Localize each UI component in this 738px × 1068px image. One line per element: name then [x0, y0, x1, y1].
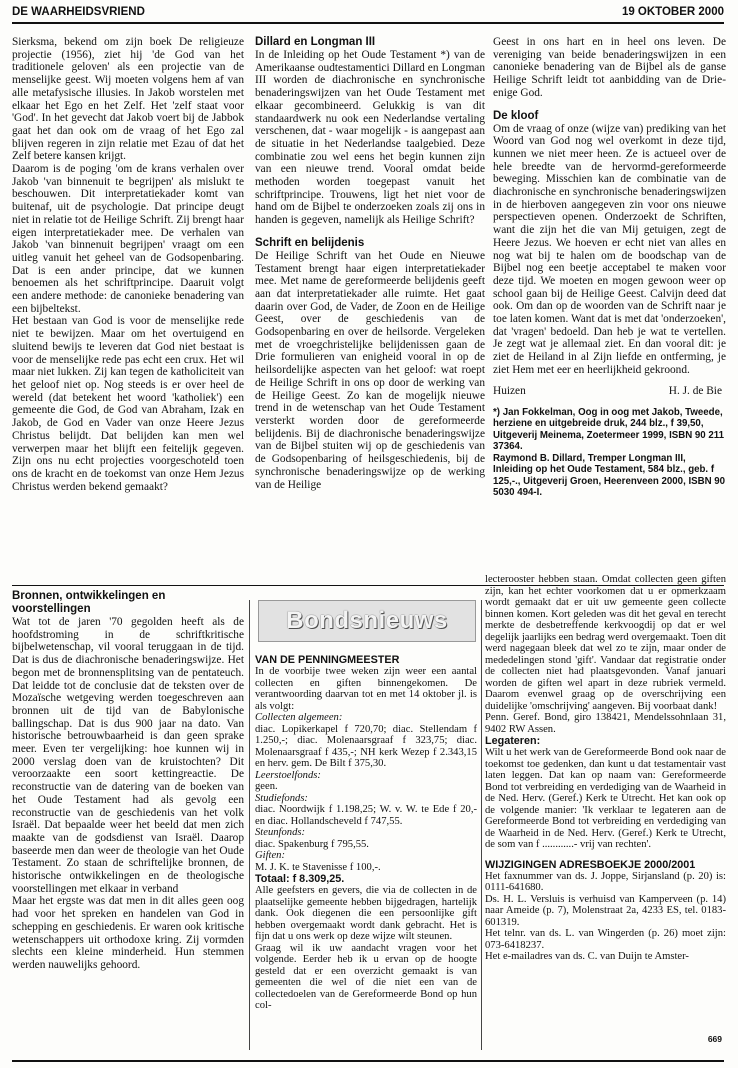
fund-text: geen.: [255, 781, 278, 792]
fund-text: diac. Noordwijk f 1.198,25; W. v. W. te Ede f 20,- en diac. Hollandscheveld f 747,55.: [255, 804, 477, 827]
fund-text: M. J. K. te Stavenisse f 100,-.: [255, 861, 381, 873]
fund-label: Leerstoelfonds:: [255, 769, 321, 781]
paragraph: In de voorbije twee weken zijn weer een aantal collecten en giften binnengekomen. De verantwoording daarvan tot en met 14 oktober jl. is als volgt:: [255, 666, 477, 712]
paragraph: Het bestaan van God is voor de menselijke rede niet te bewijzen. Maar om het overtuigend en sluitend bewijs te leveren dat God niet bestaat is voor de menselijke rede pas echt een crux. Het wil maar niet lukken. Zij kan tegen de katholiciteit van het geloof niet op. Nog steeds is er over heel de wereld (dat betekent het woord 'katholiek') een gemeente die God, de God van Abraham, Izak en Jakob, de God en Vader van onze Heere Jezus Christus belijdt. Dat belijden kan men wel verwerpen maar het blijft een feitelijk gegeven. Zijn ons nu echt projecties voorgeschoteld toen ons de kracht en de toekomst van onze Hem Jezus Christus werden bekend gemaakt?: [12, 315, 244, 493]
paragraph: Wilt u het werk van de Gereformeerde Bond ook naar de toekomst toe gedenken, dan kunt u dat testamentair vast laten leggen. Dat kan op naam van: Gereformeerde Bond tot verbreiding en verdediging van de Waarheid in de Ned. Herv. (Geref.) Kerk te Utrecht. Het kan ook op de volgende manier: 'Ik verklaar te legateren aan de Gereformeerde Bond tot verbreiding en verdediging van de Waarheid in de Ned. Herv. (Geref.) Kerk te Utrecht, de som van f ............- vrij van rechten'.: [485, 747, 726, 850]
page-header: [12, 4, 724, 24]
paragraph: Alle geefsters en gevers, die via de collecten in de plaatselijke gemeente hebben bijgedragen, hartelijk dank. Ook diegenen die een persoonlijke gift hebben overgemaakt wordt dank gebracht. Het is fijn dat u ons werk op deze wijze wilt steunen.: [255, 885, 477, 942]
paragraph: Graag wil ik uw aandacht vragen voor het volgende. Eerder heb ik u ervan op de hoogte gesteld dat er een overzicht gemaakt is van gemeenten die wel of die niet een van de collectedoelen van de Gereformeerde Bond op hun col-: [255, 942, 477, 1011]
fund-label: Collecten algemeen:: [255, 712, 343, 723]
subheading: Legateren:: [485, 735, 541, 747]
fund-label: Studiefonds:: [255, 792, 308, 804]
column-rule: [249, 600, 250, 1050]
subheading: VAN DE PENNINGMEESTER: [255, 654, 400, 666]
paragraph: Het e-mailadres van ds. C. van Duijn te Amster-: [485, 951, 689, 962]
section-heading: De kloof: [493, 109, 539, 122]
fund-text: diac. Spakenburg f 795,55.: [255, 838, 369, 850]
paragraph: In de Inleiding op het Oude Testament *) van de Amerikaanse oudtestamentici Dillard en Longman III worden de diachronische en synchronische benaderingswijzen van het Oude Testament met elkaar gecombineerd. Gelukkig is van dit standaardwerk nu ook een Nederlandse vertaling verschenen, dat - waar mogelijk - is aangepast aan de situatie in het Nederlandse taalgebied. Deze combinatie zou wel eens het begin kunnen zijn van een nieuwe trend. Vooral omdat beide methoden worden toegepast vanuit het schriftprincipe. Trouwens, ligt het niet voor de hand om de Bijbel te onderzoeken zoals zij ons in handen is gegeven, namelijk als Heilige Schrift?: [255, 49, 485, 227]
bondsnieuws-banner: [258, 600, 476, 642]
total: Totaal: f 8.309,25.: [255, 873, 345, 885]
bottom-column-1: [12, 590, 244, 972]
paragraph: Wat tot de jaren '70 gegolden heeft als de hoofdstroming in de schriftkritische bijbelwetenschap, vil vooral teruggaan in de tijd. Dat is dus de diachronische benaderingswijze. Het begon met de bronnensplitsing van de pentateuch. Dat leidde tot de conclusie dat de teksten over de Mozaïsche wetgeving werden toegeschreven aan bronnen uit de tijd van de Babylonische ballingschap. Dat is dus 900 jaar na dato. Van historische betrouwbaarheid is dan geen sprake meer. Even ter vergelijking: hoe kunnen wij in 2000 verslag doen van de kruistochten? Dit veroorzaakte een soort kettingreactie. De reconstructie van de datering van de boeken van het Oude Testament had als gevolg een reconstructie van de geschiedenis van het volk Israël. Dat bepaalde weer het beeld dat men zich maakte van de godsdienst van Israël. Daarop baseerde men dan weer de theologie van het Oude Testament. Zo staan de schriftelijke bronnen, de historische ontwikkelingen en de theologische voorstellingen met elkaar in verband: [12, 616, 244, 895]
paragraph: Het faxnummer van ds. J. Joppe, Sirjansland (p. 20) is: 0111-641680.: [485, 870, 726, 893]
place: Huizen: [493, 384, 526, 397]
issue-date: 19 OKTOBER 2000: [621, 6, 724, 18]
paragraph: Sierksma, bekend om zijn boek De religieuze projectie (1956), ziet hij 'de God van het traditionele geloven' als een projectie van de menselijke geest. Wij moeten volgens hem af van alle metafysische illusies. In Jakob worstelen met elkaar het Ego en het Zelf. Het 'zelf staat voor 'God'. In het gevecht dat Jakob voert bij de Jabbok gaat het dan ook om de vraag of het Ego zal blijven regeren in zijn relatie met Ezau of dat het Zelf betere kansen krijgt.: [12, 36, 244, 163]
column-1: [12, 36, 244, 493]
paragraph: Ds. H. L. Versluis is verhuisd van Kamperveen (p. 14) naar Ameide (p. 7), Molenstraat 2a, 4233 ES, tel. 0183-601319.: [485, 893, 726, 928]
fund-label: Giften:: [255, 850, 286, 861]
fund-text: diac. Lopikerkapel f 720,70; diac. Stellendam f 1.250,-; diac. Molenaarsgraaf f 323,75; diac. Molenaarsgraaf f 435,-; NH kerk Wezep f 2.343,15 en herv. gem. De Bilt f 375,30.: [255, 723, 477, 769]
masthead: DE WAARHEIDSVRIEND: [12, 6, 145, 18]
section-heading: Dillard en Longman III: [255, 36, 376, 48]
paragraph: Penn. Geref. Bond, giro 138421, Mendelssohnlaan 31, 9402 RW Assen.: [485, 712, 726, 735]
paragraph: lecterooster hebben staan. Omdat collecten geen giften zijn, kan het echter voorkomen dat u er opmerkzaam wordt gemaakt dat er uit uw gemeente geen collecte binnen komen. Kort geleden was dit het geval en terecht merkte de desbetreffende kerkvoogdij op dat er wel degelijk jaarlijks een bedrag werd overgemaakt. Toen dit werd nagegaan bleek dat wel zo te zijn, maar onder de mededelingen stond 'gift'. Vandaar dat registratie onder de collecten niet had plaatsgevonden. Vanaf januari worden de giften wel apart in deze rubriek vermeld. Daarom evenwel graag op de overschrijving een duidelijke 'omschrijving' aangeven. Bij voorbaat dank!: [485, 574, 726, 712]
subheading: WIJZIGINGEN ADRESBOEKJE 2000/2001: [485, 858, 696, 871]
references: [493, 407, 726, 498]
paragraph: Om de vraag of onze (wijze van) prediking van het Woord van God nog wel overkomt in deze tijd, kunnen we niet meer heen. Ze is actueel over de hele breedte van de hervormd-gereformeerde beweging. Misschien kan de combinatie van de diachronische en synchronische benaderingswijzen in de hierboven aangegeven zin voor ons nieuwe perspectieven openen. Onderzoekt de Schriften, want die zijn het die van Mij getuigen, zegt de Heere Jezus. We hoeven er echt niet van alles en nog wat bij te halen om de boodschap van de Bijbel nog een beetje acceptabel te maken voor deze tijd. We moeten en mogen gewoon weer op school gaan bij de Heilige Geest. Calvijn deed dat ook. Om dan op de woorden van de Schrift naar je toe laten komen. Want dat is met dat 'onderzoeken', dat 'vragen' bedoeld. Dan heb je wat te vertellen. Je zegt wat je allemaal ziet. En dan vooral dit: je ziet de Heiland in al Zijn liefde en ontferming, je ziet Hem met eer en heerlijkheid gekroond.: [493, 122, 726, 376]
author: H. J. de Bie: [668, 384, 722, 397]
fund-label: Steunfonds:: [255, 827, 306, 838]
page-number: 669: [707, 1034, 722, 1044]
signature-line: [493, 385, 726, 398]
paragraph: De Heilige Schrift van het Oude en Nieuwe Testament brengt haar eigen interpretatiekader mee. Met name de gereformeerde belijdenis geeft aan dat interpretatiekader alle ruimte. Het gaat daarin over God, de Vader, de Zoon en de Heilige Geest, over de geschiedenis van de Godsopenbaring en over de heilsorde. Vergeleken met de vroegchristelijke belijdenissen gaan de Drie formulieren van enigheid vooral in op de heilsordelijke aspecten van het geloof: wat roept de Heilige Schrift in ons op door de werking van de Heilige Geest. Zo kan de mogelijk nieuwe trend in de wetenschap van het Oude Testament versterkt worden door de gereformeerde belijdenis. Bij de diachronische benaderingswijze van de Bijbel stuiten wij op de geschiedenis van de Godsopenbaring of heilsgeschiedenis, bij de synchronische benaderingswijze op de werking van de Heilige: [255, 249, 485, 491]
reference: *) Jan Fokkelman, Oog in oog met Jakob, Tweede, herziene en uitgebreide druk, 244 blz., f 39,50, Uitgeverij Meinema, Zoetermeer 1999, ISBN 90 211 37364.: [493, 407, 724, 452]
section-heading: Bronnen, ontwikkelingen en voorstellingen: [12, 590, 166, 615]
paragraph: Daarom is de poging 'om de krans verhalen over Jakob 'van binnenuit te begrijpen' als mislukt te beschouwen. Dit interpretatiekader komt van buitenaf, uit de psychologie. Dat principe deugt niet in relatie tot de Heilige Schrift. Zij brengt haar eigen interpretatiekader mee. De verhalen van Jakob 'van binnenuit begrijpen' vraagt om een uitleg vanuit het geheel van de Godsopenbaring. Dat is een ander principe, dat we kunnen benoemen als het schriftprincipe. Daaruit volgt een andere methode: de canonieke benadering van een bijbeltekst.: [12, 163, 244, 315]
column-2: [255, 36, 485, 491]
section-heading: Schrift en belijdenis: [255, 236, 365, 249]
paragraph: Maar het ergste was dat men in dit alles geen oog had voor het spreken en handelen van God in schepping en geschiedenis. Er waren ook kritische wetenschappers uit orthodoxe kring. Zij vormden slechts een kleine minderheid. Hun stemmen werden nauwelijks gehoord.: [12, 895, 244, 971]
paragraph: Het telnr. van ds. L. van Wingerden (p. 26) moet zijn: 073-6418237.: [485, 928, 726, 951]
bottom-column-3: [485, 574, 726, 963]
footer-rule: [12, 1060, 724, 1062]
column-3: [493, 36, 726, 499]
paragraph: Geest in ons hart en in heel ons leven. De vereniging van beide benaderingswijzen in een canonieke benadering van de Bijbel als de ganse Heilige Schrift leidt tot aanbidding van de Drie-enige God.: [493, 36, 726, 99]
column-rule: [481, 600, 482, 1050]
banner-title: Bondsnieuws: [286, 607, 448, 635]
bottom-column-2: [255, 592, 477, 1012]
reference: Raymond B. Dillard, Tremper Longman III, Inleiding op het Oude Testament, 584 blz., geb. f 125,-., Uitgeverij Groen, Heerenveen 2000, ISBN 90 5030 494-I.: [493, 453, 726, 498]
